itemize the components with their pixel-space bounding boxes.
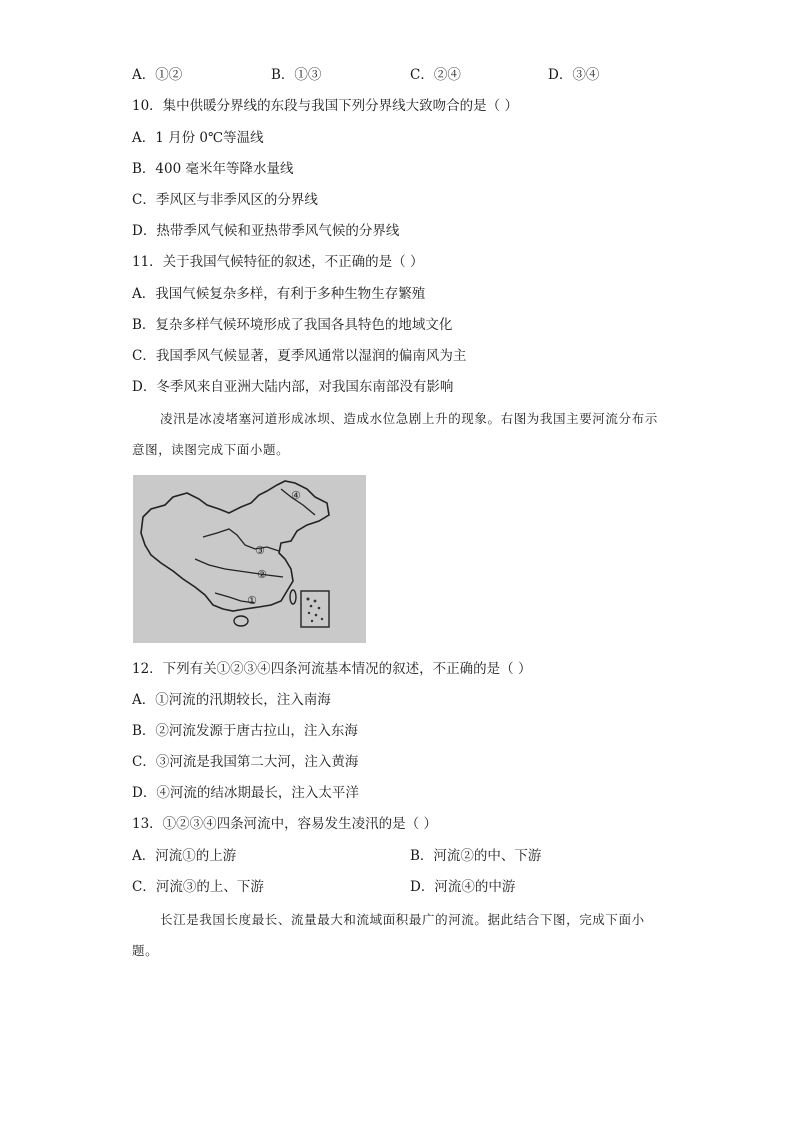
q13-option-c: C．河流③的上、下游 bbox=[132, 879, 264, 895]
q11-option-b: B．复杂多样气候环境形成了我国各具特色的地域文化 bbox=[132, 317, 453, 333]
q12-option-b: B．②河流发源于唐古拉山，注入东海 bbox=[132, 723, 358, 739]
q9-option-b: B．①③ bbox=[271, 67, 322, 83]
q9-option-c: C．②④ bbox=[410, 67, 461, 83]
river-3-huanghe bbox=[203, 529, 279, 551]
q12-option-c: C．③河流是我国第二大河，注入黄海 bbox=[132, 754, 359, 770]
hainan-island bbox=[234, 616, 248, 626]
map-label-3: ③ bbox=[255, 544, 265, 557]
river-2-changjiang bbox=[195, 559, 283, 577]
q10-option-c: C．季风区与非季风区的分界线 bbox=[132, 192, 318, 208]
china-rivers-map bbox=[133, 475, 366, 643]
q12-stem: 12．下列有关①②③④四条河流基本情况的叙述，不正确的是（ ） bbox=[132, 661, 532, 677]
q10-option-b: B．400 毫米年等降水量线 bbox=[132, 161, 294, 177]
q12-option-d: D．④河流的结冰期最长，注入太平洋 bbox=[132, 785, 359, 801]
china-map-svg bbox=[133, 475, 366, 643]
q9-option-d: D．③④ bbox=[548, 67, 600, 83]
map-label-1: ① bbox=[247, 594, 257, 607]
taiwan-island bbox=[290, 590, 296, 604]
q9-option-a: A．①② bbox=[132, 67, 183, 83]
q12-option-a: A．①河流的汛期较长，注入南海 bbox=[132, 692, 331, 708]
q11-option-d: D．冬季风来自亚洲大陆内部，对我国东南部没有影响 bbox=[132, 379, 454, 395]
inset-islands bbox=[307, 598, 324, 623]
q10-option-d: D．热带季风气候和亚热带季风气候的分界线 bbox=[132, 223, 400, 239]
q11-option-c: C．我国季风气候显著，夏季风通常以湿润的偏南风为主 bbox=[132, 348, 467, 364]
q10-option-a: A．1 月份 0℃等温线 bbox=[132, 130, 264, 146]
map-label-4: ④ bbox=[291, 489, 301, 502]
q13-option-d: D．河流④的中游 bbox=[410, 879, 516, 895]
intro-paragraph-ice-flood: 凌汛是冰凌堵塞河道形成冰坝、造成水位急剧上升的现象。右图为我国主要河流分布示意图，读图完成下面小题。 bbox=[132, 411, 658, 457]
q10-stem: 10．集中供暖分界线的东段与我国下列分界线大致吻合的是（ ） bbox=[132, 98, 518, 114]
q11-stem: 11．关于我国气候特征的叙述，不正确的是（ ） bbox=[132, 254, 424, 270]
intro-paragraph-changjiang: 长江是我国长度最长、流量最大和流域面积最广的河流。据此结合下图，完成下面小题。 bbox=[132, 912, 645, 958]
q13-stem: 13．①②③④四条河流中，容易发生凌汛的是（ ） bbox=[132, 816, 437, 832]
q13-option-b: B．河流②的中、下游 bbox=[410, 848, 542, 864]
map-label-2: ② bbox=[257, 568, 267, 581]
south-china-sea-inset bbox=[301, 591, 329, 627]
q11-option-a: A．我国气候复杂多样，有利于多种生物生存繁殖 bbox=[132, 286, 426, 302]
q13-option-a: A．河流①的上游 bbox=[132, 848, 237, 864]
